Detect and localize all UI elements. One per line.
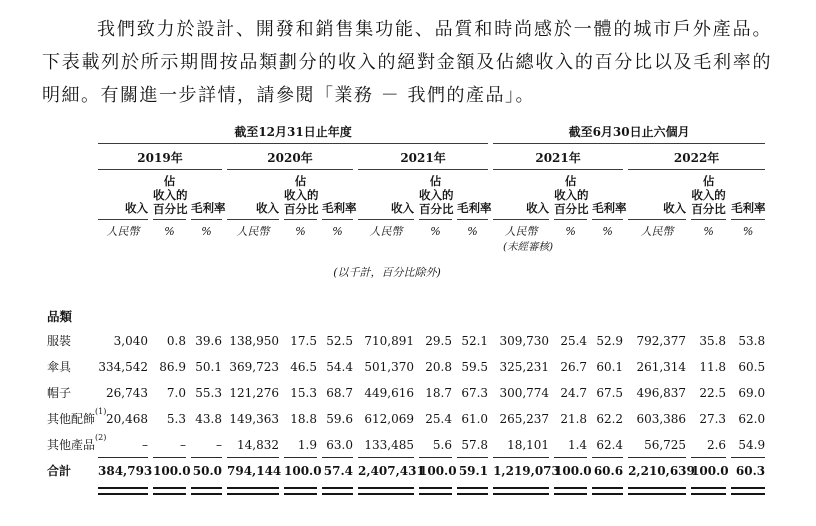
value-cell: 68.7 xyxy=(326,386,353,400)
value-cell: 1.4 xyxy=(567,438,588,452)
value-cell: 25.4 xyxy=(425,412,452,426)
unit-percent: % xyxy=(201,225,212,238)
value-cell: 52.1 xyxy=(461,334,489,348)
year-header-2022-interim: 2022年 xyxy=(628,144,765,170)
year-header-2021-interim: 2021年 xyxy=(493,144,623,170)
value-cell: 20.8 xyxy=(425,360,452,374)
footnote-marker: (2) xyxy=(95,433,107,442)
unit-currency: 人民幣 xyxy=(369,225,403,238)
row-label: 其他產品$^{(2)}$ xyxy=(47,433,107,452)
value-cell: 21.8 xyxy=(560,412,588,426)
value-cell: 26.7 xyxy=(560,360,588,374)
col-header-gross-margin: 毛利率 xyxy=(592,170,623,220)
col-header-revenue: 收入 xyxy=(358,170,414,220)
revenue-by-category-table xyxy=(42,123,770,495)
total-value-cell: 100.0 xyxy=(284,457,317,483)
year-header-2021: 2021年 xyxy=(358,144,488,170)
total-value-cell: 2,210,639 xyxy=(628,457,686,483)
row-label: 傘具 xyxy=(47,360,72,374)
unit-percent: % xyxy=(467,225,478,238)
double-rule xyxy=(731,487,765,495)
row-label: 帽子 xyxy=(47,386,72,400)
value-cell: 39.6 xyxy=(195,334,222,348)
value-cell: 1.9 xyxy=(297,438,317,452)
table-row xyxy=(47,431,765,457)
value-cell: 369,723 xyxy=(229,360,279,374)
row-label: 服裝 xyxy=(47,334,72,348)
value-cell: 149,363 xyxy=(229,412,279,426)
double-rule xyxy=(457,487,488,495)
total-label: 合計 xyxy=(47,464,72,478)
total-value-cell: 100.0 xyxy=(153,457,186,483)
value-cell: 0.8 xyxy=(166,334,186,348)
col-header-pct-of-revenue: 佔 收入的 百分比 xyxy=(284,170,317,220)
unit-percent: % xyxy=(742,225,754,238)
value-cell: 46.5 xyxy=(290,360,317,374)
value-cell: 5.3 xyxy=(166,412,186,426)
col-header-pct-of-revenue: 佔 收入的 百分比 xyxy=(554,170,587,220)
value-cell: 61.0 xyxy=(461,412,489,426)
value-cell: 5.6 xyxy=(432,438,452,452)
table-row xyxy=(47,327,765,353)
value-cell: 60.5 xyxy=(738,360,766,374)
period-header-row xyxy=(47,123,765,144)
category-header-row xyxy=(47,282,765,327)
value-cell: 496,837 xyxy=(636,386,687,400)
value-cell: 57.8 xyxy=(461,438,489,452)
value-cell: 710,891 xyxy=(364,334,414,348)
table-row xyxy=(47,353,765,379)
double-rule-row xyxy=(47,483,765,495)
value-cell: 24.7 xyxy=(560,386,588,400)
double-rule xyxy=(358,487,414,495)
total-value-cell: 100.0 xyxy=(419,457,452,483)
col-header-pct-of-revenue: 佔 收入的 百分比 xyxy=(419,170,452,220)
value-cell: 309,730 xyxy=(499,334,550,348)
value-cell: 59.5 xyxy=(461,360,489,374)
scale-note-row xyxy=(47,256,765,282)
col-header-pct-of-revenue: 佔 收入的 百分比 xyxy=(153,170,186,220)
unaudited-note: (未經審核) xyxy=(502,241,554,253)
value-cell: 62.0 xyxy=(738,412,766,426)
value-cell: 449,616 xyxy=(364,386,414,400)
value-cell: 43.8 xyxy=(195,412,222,426)
value-cell: 20,468 xyxy=(106,412,148,426)
value-cell: 53.8 xyxy=(738,334,766,348)
total-row xyxy=(47,457,765,483)
value-cell: 7.0 xyxy=(166,386,186,400)
total-value-cell: 2,407,431 xyxy=(358,457,414,483)
value-cell: 86.9 xyxy=(159,360,186,374)
value-cell: 25.4 xyxy=(560,334,588,348)
value-cell: 501,370 xyxy=(364,360,414,374)
value-cell: 54.4 xyxy=(326,360,353,374)
value-cell: 3,040 xyxy=(113,334,148,348)
unit-percent: % xyxy=(602,225,613,238)
total-value-cell: 384,793 xyxy=(98,457,148,483)
value-cell: 2.6 xyxy=(706,438,727,452)
double-rule xyxy=(493,487,549,495)
col-header-gross-margin: 毛利率 xyxy=(191,170,222,220)
category-section-header: 品類 xyxy=(47,309,73,324)
total-value-cell: 59.1 xyxy=(457,457,488,483)
value-cell: 18.7 xyxy=(425,386,452,400)
total-value-cell: 60.3 xyxy=(731,457,765,483)
value-cell: 50.1 xyxy=(195,360,222,374)
value-cell: 300,774 xyxy=(499,386,550,400)
value-cell: – xyxy=(180,438,186,452)
double-rule xyxy=(419,487,452,495)
value-cell: 18.8 xyxy=(290,412,317,426)
value-cell: 27.3 xyxy=(699,412,727,426)
value-cell: 56,725 xyxy=(644,438,687,452)
value-cell: 62.4 xyxy=(596,438,624,452)
value-cell: 334,542 xyxy=(98,360,148,374)
value-cell: 17.5 xyxy=(290,334,317,348)
footnote-marker: (1) xyxy=(95,407,107,416)
total-value-cell: 100.0 xyxy=(554,457,587,483)
double-rule xyxy=(191,487,222,495)
value-cell: – xyxy=(216,438,222,452)
column-header-row xyxy=(47,170,765,220)
value-cell: 325,231 xyxy=(499,360,550,374)
double-rule xyxy=(322,487,353,495)
unit-percent: % xyxy=(164,225,175,238)
value-cell: 603,386 xyxy=(636,412,687,426)
value-cell: 121,276 xyxy=(229,386,279,400)
table-row xyxy=(47,405,765,431)
value-cell: 62.2 xyxy=(596,412,624,426)
col-header-gross-margin: 毛利率 xyxy=(322,170,353,220)
intro-paragraph: 我們致力於設計、開發和銷售集功能、品質和時尚感於一體的城市戶外產品。下表載列於所示期間按品類劃分的收入的絕對金額及佔總收入的百分比以及毛利率的明細。有關進一步詳情，請參閱「業務 － 我們的產品」。 xyxy=(42,19,772,106)
value-cell: 54.9 xyxy=(738,438,766,452)
value-cell: 14,832 xyxy=(237,438,279,452)
double-rule xyxy=(691,487,726,495)
unit-percent: % xyxy=(295,225,306,238)
unit-currency: 人民幣 xyxy=(640,225,674,238)
year-header-2020: 2020年 xyxy=(227,144,353,170)
double-rule xyxy=(628,487,686,495)
year-header-row xyxy=(47,144,765,170)
period-group-header-interim: 截至6月30日止六個月 xyxy=(493,123,765,144)
double-rule xyxy=(98,487,148,495)
double-rule xyxy=(227,487,279,495)
col-header-gross-margin: 毛利率 xyxy=(731,170,765,220)
value-cell: 60.1 xyxy=(596,360,624,374)
unit-currency: 人民幣 (未經審核) xyxy=(493,220,549,256)
period-group-header-annual: 截至12月31日止年度 xyxy=(98,123,488,144)
col-header-pct-of-revenue: 佔 收入的 百分比 xyxy=(691,170,726,220)
value-cell: – xyxy=(142,438,148,452)
value-cell: 52.5 xyxy=(326,334,353,348)
col-header-revenue: 收入 xyxy=(628,170,686,220)
double-rule xyxy=(554,487,587,495)
value-cell: 18,101 xyxy=(507,438,550,452)
unit-percent: % xyxy=(430,225,441,238)
total-value-cell: 57.4 xyxy=(322,457,353,483)
value-cell: 22.5 xyxy=(699,386,727,400)
value-cell: 612,069 xyxy=(364,412,414,426)
value-cell: 67.3 xyxy=(461,386,489,400)
total-value-cell: 1,219,073 xyxy=(493,457,549,483)
total-value-cell: 794,144 xyxy=(227,457,279,483)
double-rule xyxy=(153,487,186,495)
value-cell: 11.8 xyxy=(699,360,727,374)
unit-percent: % xyxy=(703,225,714,238)
total-value-cell: 100.0 xyxy=(691,457,726,483)
value-cell: 138,950 xyxy=(229,334,279,348)
col-header-gross-margin: 毛利率 xyxy=(457,170,488,220)
value-cell: 133,485 xyxy=(364,438,414,452)
row-label: 其他配飾$^{(1)}$ xyxy=(47,407,107,426)
unit-percent: % xyxy=(565,225,576,238)
value-cell: 67.5 xyxy=(596,386,624,400)
total-value-cell: 60.6 xyxy=(592,457,623,483)
value-cell: 15.3 xyxy=(290,386,317,400)
value-cell: 26,743 xyxy=(106,386,148,400)
total-value-cell: 50.0 xyxy=(191,457,222,483)
units-row xyxy=(47,220,765,256)
value-cell: 52.9 xyxy=(596,334,624,348)
col-header-revenue: 收入 xyxy=(493,170,549,220)
unit-percent: % xyxy=(332,225,343,238)
value-cell: 59.6 xyxy=(326,412,353,426)
unit-currency: 人民幣 xyxy=(236,225,270,238)
value-cell: 261,314 xyxy=(636,360,687,374)
value-cell: 29.5 xyxy=(425,334,452,348)
value-cell: 35.8 xyxy=(699,334,727,348)
table-row xyxy=(47,379,765,405)
value-cell: 69.0 xyxy=(738,386,766,400)
value-cell: 63.0 xyxy=(326,438,353,452)
double-rule xyxy=(284,487,317,495)
unit-currency: 人民幣 xyxy=(106,225,140,238)
value-cell: 55.3 xyxy=(195,386,222,400)
col-header-revenue: 收入 xyxy=(227,170,279,220)
value-cell: 265,237 xyxy=(499,412,550,426)
year-header-2019: 2019年 xyxy=(98,144,222,170)
col-header-revenue: 收入 xyxy=(98,170,148,220)
scale-note: (以千計，百分比除外) xyxy=(333,266,441,279)
value-cell: 792,377 xyxy=(636,334,687,348)
double-rule xyxy=(592,487,623,495)
